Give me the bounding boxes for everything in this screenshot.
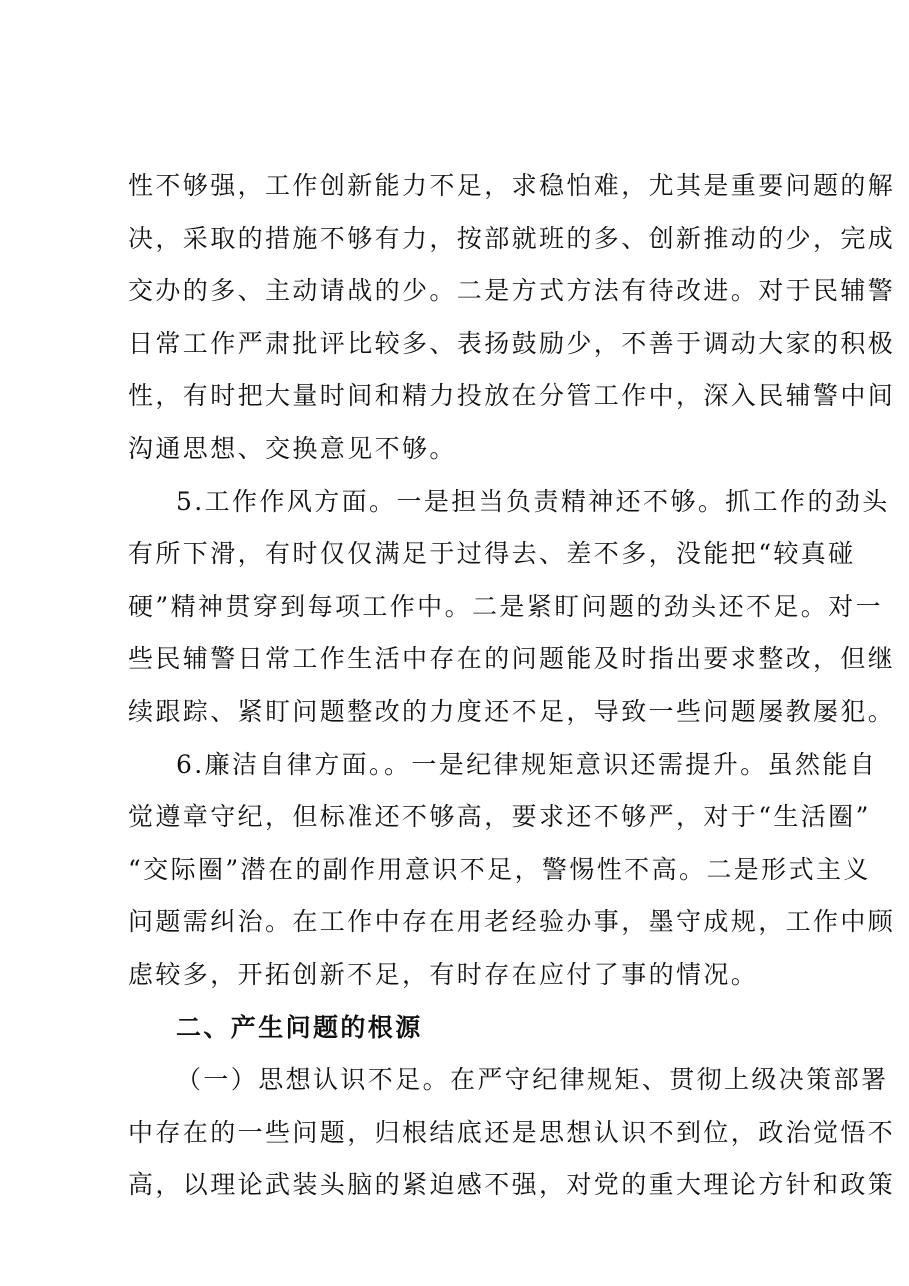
section-heading: 二、产生问题的根源 (176, 1012, 423, 1042)
body-text-line: “交际圈”潜在的副作用意识不足，警惕性不高。二是形式主义 (128, 854, 871, 884)
body-text-line: 决，采取的措施不够有力，按部就班的多、创新推动的少，完成 (128, 223, 896, 253)
body-text-line: 高，以理论武装头脑的紧迫感不强，对党的重大理论方针和政策 (128, 1170, 896, 1200)
body-text-line: 交办的多、主动请战的少。二是方式方法有待改进。对于民辅警 (128, 276, 896, 306)
document-body (128, 160, 896, 1212)
body-text-line: 问题需纠治。在工作中存在用老经验办事，墨守成规，工作中顾 (128, 907, 896, 937)
body-text-line: 觉遵章守纪，但标准还不够高，要求还不够严，对于“生活圈” (128, 802, 871, 832)
body-text-line: 日常工作严肃批评比较多、表扬鼓励少，不善于调动大家的积极 (128, 328, 896, 358)
body-text-line: 有所下滑，有时仅仅满足于过得去、差不多，没能把“较真碰 (128, 539, 856, 569)
body-text-line: 虑较多，开拓创新不足，有时存在应付了事的情况。 (128, 959, 759, 989)
body-text-line: 续跟踪、紧盯问题整改的力度还不足，导致一些问题屡教屡犯。 (128, 696, 896, 726)
subsection-1-first-line: （一）思想认识不足。在严守纪律规矩、贯彻上级决策部署 (176, 1065, 889, 1095)
body-text-line: 性，有时把大量时间和精力投放在分管工作中，深入民辅警中间 (128, 381, 896, 411)
body-text-line: 硬”精神贯穿到每项工作中。二是紧盯问题的劲头还不足。对一 (128, 591, 883, 621)
section-5-first-line: 5.工作作风方面。一是担当负责精神还不够。抓工作的劲头 (176, 486, 890, 516)
section-6-first-line: 6.廉洁自律方面。。一是纪律规矩意识还需提升。虽然能自 (176, 749, 878, 779)
body-text-line: 中存在的一些问题，归根结底还是思想认识不到位，政治觉悟不 (128, 1117, 896, 1147)
body-text-line: 沟通思想、交换意见不够。 (128, 433, 457, 463)
body-text-line: 些民辅警日常工作生活中存在的问题能及时指出要求整改，但继 (128, 644, 896, 674)
body-text-line: 性不够强，工作创新能力不足，求稳怕难，尤其是重要问题的解 (128, 171, 896, 200)
